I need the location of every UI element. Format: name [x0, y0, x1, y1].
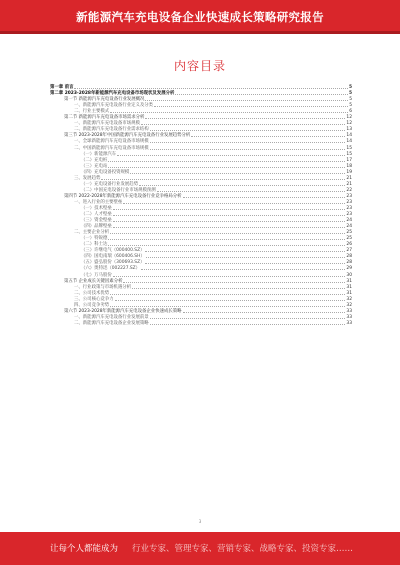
header-band — [0, 31, 400, 34]
toc-entry-text: 一、新能源汽车充电设备行业定义及分类 — [74, 103, 154, 109]
toc-entry-text: 三、公司核心竞争力 — [74, 296, 114, 302]
toc-leader-dots — [108, 161, 345, 162]
toc-entry-text: 第四节 2022-2028年新能源汽车充电设备行业竞争格局分析 — [64, 193, 182, 199]
toc-entry-page: 15 — [346, 151, 352, 157]
toc-entry-text: （四）充电设备投资规模 — [81, 169, 130, 175]
toc-entry-text: 二、新能源汽车充电设备企业发展策略 — [74, 320, 149, 326]
toc-entry-page: 12 — [346, 121, 352, 127]
footer-banner — [0, 532, 400, 565]
report-header — [0, 0, 400, 34]
toc-entry-page: 29 — [346, 266, 352, 272]
toc-entry-page: 13 — [346, 127, 352, 133]
toc-entry-text: 第三节 2023-2028年中国新能源汽车充电设备行业发展趋势分析 — [64, 133, 191, 139]
toc-entry-page: 23 — [346, 193, 352, 199]
toc-entry-page: 23 — [346, 205, 352, 211]
toc-entry-page: 24 — [346, 224, 352, 230]
toc-leader-dots — [113, 221, 346, 222]
toc-entry-text: 二、主要企业分析 — [74, 230, 110, 236]
toc-leader-dots — [141, 124, 346, 125]
toc-entry-page: 28 — [346, 254, 352, 260]
toc-entry-page: 19 — [346, 169, 352, 175]
toc-leader-dots — [145, 100, 348, 101]
toc-leader-dots — [117, 155, 345, 156]
toc-entry-text: 第二章 2023-2028年新能源汽车充电设备市场现状及发展分析 — [50, 91, 175, 97]
toc-entry-text: （四）国电南瑞（600406.SH） — [81, 254, 145, 260]
toc-entry-page: 18 — [346, 163, 352, 169]
toc-leader-dots — [141, 269, 345, 270]
toc-entry-page: 30 — [346, 272, 352, 278]
toc-leader-dots — [175, 94, 348, 95]
toc-leader-dots — [110, 306, 345, 307]
toc-entry-page: 23 — [346, 212, 352, 218]
toc-leader-dots — [113, 227, 346, 228]
toc-entry-page: 31 — [346, 290, 352, 296]
toc-entry-text: （五）盛弘股份（300693.SZ） — [81, 260, 145, 266]
toc-entry-page: 25 — [346, 236, 352, 242]
toc-entry-page: 33 — [346, 320, 352, 326]
toc-entry-text: 二、公司技术优势 — [74, 290, 110, 296]
toc-entry-page: 32 — [346, 302, 352, 308]
toc-entry-text: （七）万马股份 — [81, 272, 112, 278]
toc-entry-page: 5 — [349, 103, 352, 109]
toc-entry-text: 二、中国新能源汽车充电设备市场规模 — [74, 145, 149, 151]
toc-leader-dots — [145, 118, 345, 119]
toc-leader-dots — [108, 245, 345, 246]
toc-entry-page: 26 — [346, 242, 352, 248]
toc-entry-page: 32 — [346, 296, 352, 302]
toc-entry-text: （二）人才壁垒 — [81, 212, 112, 218]
toc-entry-text: （四）品牌壁垒 — [81, 224, 112, 230]
toc-entry-text: （三）充电站 — [81, 163, 108, 169]
toc-entry-page: 33 — [346, 308, 352, 314]
toc-leader-dots — [110, 294, 345, 295]
toc-entry-page: 21 — [346, 181, 352, 187]
toc-entry-page: 28 — [346, 260, 352, 266]
toc-entry-page: 5 — [348, 91, 352, 97]
toc-entry-text: （二）中国充电设备行业市场规模预测 — [81, 187, 156, 193]
toc-entry-text: 二、新能源汽车充电设备行业需求结构 — [74, 127, 149, 133]
toc-entry-page: 12 — [346, 115, 352, 121]
toc-entry-text: 三、发展趋势 — [74, 175, 101, 181]
toc-entry-page: 21 — [346, 175, 352, 181]
toc-entry-page: 31 — [346, 278, 352, 284]
toc-leader-dots — [108, 167, 345, 168]
toc-leader-dots — [150, 149, 346, 150]
toc-leader-dots — [146, 257, 346, 258]
toc-entry-text: （三）资金壁垒 — [81, 218, 112, 224]
toc-entry-page: 33 — [346, 314, 352, 320]
toc-leader-dots — [110, 112, 348, 113]
toc-leader-dots — [113, 209, 346, 210]
toc-leader-dots — [130, 173, 345, 174]
toc-leader-dots — [150, 324, 346, 325]
toc-entry-text: 四、公司竞争劣势 — [74, 302, 110, 308]
toc-leader-dots — [113, 276, 346, 277]
toc-leader-dots — [183, 312, 346, 313]
toc-leader-dots — [101, 179, 345, 180]
toc-leader-dots — [139, 185, 345, 186]
toc-leader-dots — [123, 282, 345, 283]
toc-leader-dots — [154, 106, 348, 107]
page-number: 3 — [198, 519, 202, 524]
toc-leader-dots — [150, 130, 346, 131]
toc-entry-text: （六）奥特迅（002227.SZ） — [81, 266, 141, 272]
report-title: 新能源汽车充电设备企业快速成长策略研究报告 — [76, 10, 324, 24]
toc-entry-page: 22 — [346, 187, 352, 193]
toc-entry-page: 23 — [346, 199, 352, 205]
toc-entry-page: 25 — [346, 230, 352, 236]
toc-entry-page: 24 — [346, 218, 352, 224]
toc-entry-text: （一）特锐德 — [81, 236, 108, 242]
toc-entry-text: 第一节 新能源汽车充电设备行业发展概况 — [64, 97, 145, 103]
toc-entry[interactable] — [50, 320, 352, 326]
footer-slogan-left: 让每个人都能成为 — [50, 544, 119, 554]
toc-leader-dots — [145, 251, 345, 252]
toc-entry-text: （三）许继电气（000400.SZ） — [81, 248, 145, 254]
toc-entry-text: 第六节 2023-2028年新能源汽车充电设备企业快速成长策略 — [64, 308, 182, 314]
toc-entry-text: 一、新能源汽车充电设备行业发展前景 — [74, 314, 149, 320]
toc-leader-dots — [157, 191, 346, 192]
toc-entry-text: 第一章 前言 — [50, 85, 74, 91]
toc-entry-text: （一）新能源汽车 — [81, 151, 117, 157]
toc-entry-text: 第二节 新能源汽车充电设备市场需求分析 — [64, 115, 145, 121]
toc-leader-dots — [132, 288, 345, 289]
toc-entry-text: 一、进入行业的主要壁垒 — [74, 199, 123, 205]
toc-leader-dots — [110, 233, 345, 234]
toc-leader-dots — [191, 136, 345, 137]
toc-heading: 内容目录 — [173, 59, 226, 73]
toc-entry-page: 15 — [346, 145, 352, 151]
table-of-contents — [50, 84, 352, 326]
toc-leader-dots — [113, 215, 346, 216]
toc-entry-text: 一、全球新能源汽车充电设备市场规模 — [74, 139, 149, 145]
toc-leader-dots — [150, 142, 346, 143]
toc-entry-page: 14 — [346, 139, 352, 145]
toc-entry-page: 5 — [348, 85, 352, 91]
footer-slogan-right: 行业专家、管理专家、营销专家、战略专家、投资专家…… — [132, 544, 354, 554]
toc-leader-dots — [145, 263, 345, 264]
toc-leader-dots — [183, 197, 346, 198]
toc-entry-text: 一、新能源汽车充电设备市场规模 — [74, 121, 140, 127]
toc-entry-text: 二、行业主要模式 — [74, 109, 110, 115]
toc-leader-dots — [115, 300, 346, 301]
toc-entry-text: （二）充电桩 — [81, 157, 108, 163]
toc-entry-text: （一）技术壁垒 — [81, 205, 112, 211]
toc-leader-dots — [74, 88, 347, 89]
toc-leader-dots — [150, 318, 346, 319]
toc-leader-dots — [123, 203, 345, 204]
toc-entry-text: 一、行业政策与市场机遇分析 — [74, 284, 132, 290]
toc-entry-text: （一）充电设备行业发展趋势 — [81, 181, 139, 187]
toc-entry-page: 27 — [346, 248, 352, 254]
toc-leader-dots — [108, 239, 345, 240]
toc-entry-page: 17 — [346, 157, 352, 163]
toc-entry-page: 14 — [346, 133, 352, 139]
toc-entry-page: 31 — [346, 284, 352, 290]
toc-entry-page: 6 — [349, 109, 352, 115]
toc-entry-text: 第五节 企业成长关键因素分析 — [64, 278, 123, 284]
toc-entry-text: （二）科士达 — [81, 242, 108, 248]
toc-entry-page: 5 — [349, 97, 352, 103]
